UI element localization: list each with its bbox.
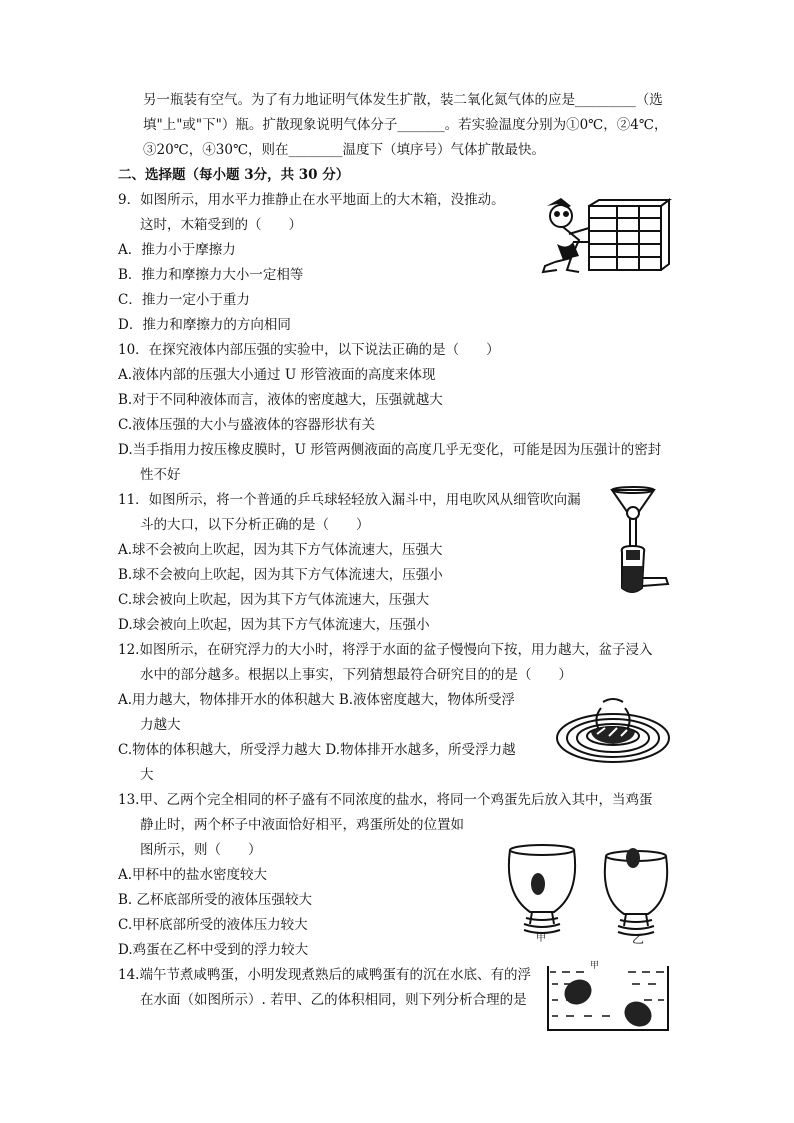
text-line: 这时，木箱受到的（ ） [140,217,302,233]
funnel-dryer-figure [608,486,678,606]
egg-cups-figure [500,838,670,948]
text-line: 力越大 [140,717,181,733]
text-line: C．推力一定小于重力 [118,292,250,308]
text-line: D.球会被向上吹起，因为其下方气体流速大，压强小 [118,617,430,633]
text-line: 图所示，则（ ） [140,842,262,858]
egg-top-label: 甲 [590,961,600,971]
text-line: C.球会被向上吹起，因为其下方气体流速大，压强大 [118,592,430,608]
text-line: 大 [140,767,154,783]
text-line: A.液体内部的压强大小通过 U 形管液面的高度来体现 [118,367,436,383]
text-line: 14.端午节煮咸鸭蛋，小明发现煮熟后的咸鸭蛋有的沉在水底、有的浮 [118,967,531,983]
text-line: 11．如图所示，将一个普通的乒乓球轻轻放入漏斗中，用电吹风从细管吹向漏 [118,492,581,508]
text-line: 9．如图所示，用水平力推静止在水平地面上的大木箱，没推动。 [118,192,505,208]
push-box-figure [527,198,673,276]
text-line: B.球不会被向上吹起，因为其下方气体流速大，压强小 [118,567,443,583]
text-line: 10．在探究液体内部压强的实验中，以下说法正确的是（ ） [118,342,500,358]
text-line: D．推力和摩擦力的方向相同 [118,317,291,333]
text-line: D.当手指用力按压橡皮膜时，U 形管两侧液面的高度几乎无变化，可能是因为压强计的密封 [118,442,662,458]
text-line: C.甲杯底部所受的液体压力较大 [118,917,308,933]
cup-right-label: 乙 [632,932,645,946]
text-line: A.甲杯中的盐水密度较大 [118,867,268,883]
text-line: 静止时，两个杯子中液面恰好相平，鸡蛋所处的位置如 [140,817,464,833]
cup-left-label: 甲 [536,933,546,944]
text-line: A.用力越大，物体排开水的体积越大 B.液体密度越大，物体所受浮 [118,692,516,708]
text-line: B．推力和摩擦力大小一定相等 [118,267,304,283]
text-line: 在水面（如图所示）. 若甲、乙的体积相同，则下列分析合理的是 [140,992,527,1008]
text-line: 填"上"或"下"）瓶。扩散现象说明气体分子_______。若实验温度分别为①0℃，②4℃， [143,117,668,133]
duck-eggs-figure [544,962,672,1034]
text-line: A．推力小于摩擦力 [118,242,236,258]
text-line: C.物体的体积越大，所受浮力越大 D.物体排开水越多，所受浮力越 [118,742,516,758]
text-line: 性不好 [140,467,181,483]
text-line: A.球不会被向上吹起，因为其下方气体流速大，压强大 [118,542,443,558]
text-line: 二、选择题（每小题 3分，共 30 分） [118,167,350,183]
text-line: 水中的部分越多。根据以上事实，下列猜想最符合研究目的的是（ ） [140,667,572,683]
text-line: C.液体压强的大小与盛液体的容器形状有关 [118,417,376,433]
text-line: B. 乙杯底部所受的液体压强较大 [118,892,313,908]
text-line: ③20℃，④30℃，则在________温度下（填序号）气体扩散最快。 [143,142,546,158]
text-line: 另一瓶装有空气。为了有力地证明气体发生扩散，装二氧化氮气体的应是_________（选 [143,92,663,108]
basin-water-figure [553,696,673,766]
text-line: D.鸡蛋在乙杯中受到的浮力较大 [118,942,309,958]
text-line: B.对于不同种液体而言，液体的密度越大，压强就越大 [118,392,443,408]
text-line: 斗的大口，以下分析正确的是（ ） [140,517,370,533]
text-line: 13.甲、乙两个完全相同的杯子盛有不同浓度的盐水，将同一个鸡蛋先后放入其中，当鸡蛋 [118,792,653,808]
text-line: 12.如图所示，在研究浮力的大小时，将浮于水面的盆子慢慢向下按，用力越大，盆子浸入 [118,642,653,658]
